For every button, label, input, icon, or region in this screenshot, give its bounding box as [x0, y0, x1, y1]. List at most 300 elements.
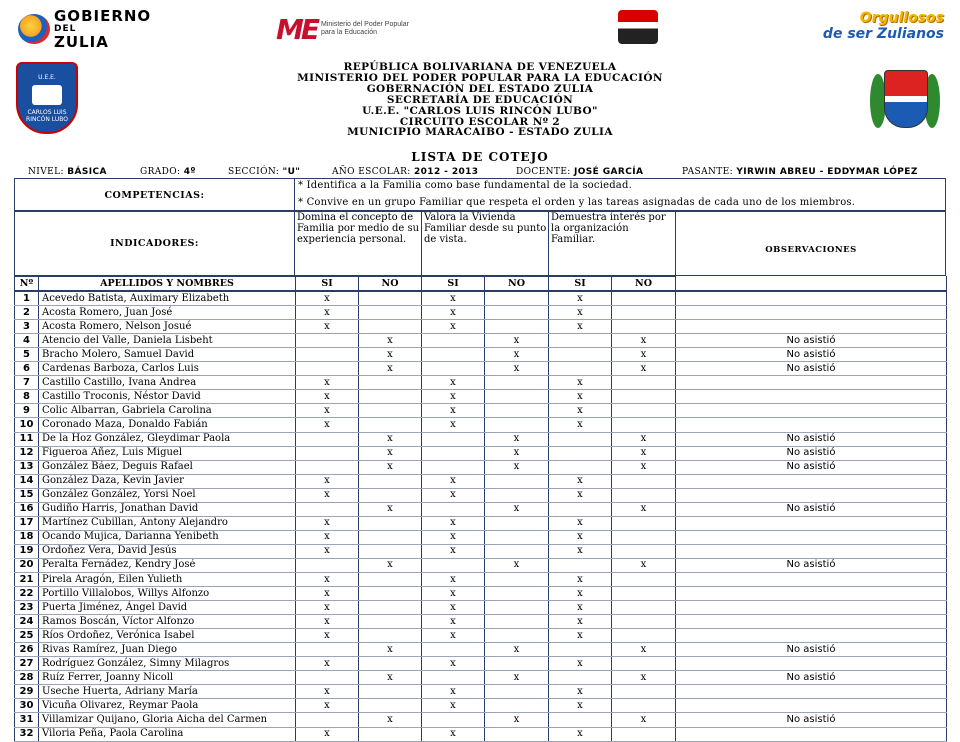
- header-line: U.E.E. "CARLOS LUIS RINCÓN LUBO": [362, 104, 598, 117]
- si-cell: x: [296, 376, 359, 390]
- no-cell: [359, 572, 422, 586]
- si-cell: [422, 558, 485, 572]
- observation-cell: [676, 699, 947, 713]
- info-value: "U": [282, 167, 301, 177]
- observation-cell: [676, 657, 947, 671]
- student-name: Peralta Fernádez, Kendry José: [39, 558, 296, 572]
- logo-text: U.E.E.: [38, 73, 56, 81]
- si-cell: x: [296, 544, 359, 558]
- flag-emblem-icon: [618, 10, 658, 44]
- no-cell: [485, 629, 549, 643]
- no-cell: x: [359, 446, 422, 460]
- info-label: SECCIÓN:: [228, 167, 280, 177]
- si-cell: x: [296, 657, 359, 671]
- logo-text: Ministerio del Poder Popular: [321, 21, 409, 28]
- si-cell: x: [296, 488, 359, 502]
- student-name: Gudiño Harris, Jonathan David: [39, 502, 296, 516]
- info-label: AÑO ESCOLAR:: [332, 167, 411, 177]
- student-name: Castillo Troconis, Néstor David: [39, 390, 296, 404]
- row-number: 12: [15, 446, 39, 460]
- si-cell: x: [422, 376, 485, 390]
- no-cell: [612, 390, 676, 404]
- observation-cell: No asistió: [676, 713, 947, 727]
- si-cell: x: [296, 572, 359, 586]
- si-cell: x: [296, 320, 359, 334]
- si-cell: x: [422, 306, 485, 320]
- si-cell: x: [422, 530, 485, 544]
- no-cell: x: [612, 362, 676, 376]
- student-name: González González, Yorsi Noel: [39, 488, 296, 502]
- observation-cell: [676, 390, 947, 404]
- si-cell: x: [549, 699, 612, 713]
- table-row: [15, 432, 947, 446]
- observation-cell: No asistió: [676, 348, 947, 362]
- row-number: 16: [15, 502, 39, 516]
- no-cell: [485, 699, 549, 713]
- si-cell: x: [296, 530, 359, 544]
- info-label: DOCENTE:: [516, 167, 571, 177]
- info-label: GRADO:: [140, 167, 181, 177]
- divider: [548, 210, 549, 276]
- no-cell: [359, 418, 422, 432]
- si-cell: x: [422, 657, 485, 671]
- no-cell: [612, 685, 676, 699]
- info-value: 4º: [183, 167, 196, 177]
- orgullosos-zulianos-logo: [823, 10, 944, 48]
- no-cell: [485, 418, 549, 432]
- competencia-item: * Convive en un grupo Familiar que respeta el orden y las tareas asignadas de cada uno de los miembros.: [298, 197, 856, 208]
- no-cell: [359, 306, 422, 320]
- table-row: [15, 699, 947, 713]
- logo-text: DEL: [54, 23, 77, 34]
- row-number: 5: [15, 348, 39, 362]
- si-cell: [549, 558, 612, 572]
- row-number: 28: [15, 671, 39, 685]
- observation-cell: No asistió: [676, 671, 947, 685]
- no-cell: [612, 418, 676, 432]
- student-name: Ramos Boscán, Víctor Alfonzo: [39, 615, 296, 629]
- no-cell: [485, 488, 549, 502]
- no-cell: [485, 404, 549, 418]
- table-row: [15, 404, 947, 418]
- table-row: [15, 685, 947, 699]
- no-cell: x: [612, 348, 676, 362]
- competencia-item: * Identifica a la Familia como base fundamental de la sociedad.: [298, 180, 632, 191]
- header-no: NO: [612, 276, 676, 291]
- si-cell: x: [549, 376, 612, 390]
- student-name: Useche Huerta, Adriany María: [39, 685, 296, 699]
- table-row: [15, 657, 947, 671]
- student-name: Ríos Ordoñez, Verónica Isabel: [39, 629, 296, 643]
- observation-cell: [676, 544, 947, 558]
- logo-text: ZULIA: [54, 32, 109, 51]
- student-name: Castillo Castillo, Ivana Andrea: [39, 376, 296, 390]
- si-cell: [549, 502, 612, 516]
- si-cell: x: [549, 572, 612, 586]
- logo-text: para la Educación: [321, 29, 378, 36]
- no-cell: x: [612, 713, 676, 727]
- ministerio-educacion-logo: [276, 10, 409, 48]
- si-cell: x: [296, 516, 359, 530]
- si-cell: [549, 446, 612, 460]
- header-line: REPÚBLICA BOLIVARIANA DE VENEZUELA: [343, 61, 617, 73]
- no-cell: x: [359, 460, 422, 474]
- student-name: Pirela Aragón, Eilen Yulieth: [39, 572, 296, 586]
- si-cell: [549, 348, 612, 362]
- no-cell: [485, 320, 549, 334]
- no-cell: [485, 657, 549, 671]
- si-cell: x: [549, 404, 612, 418]
- observation-cell: [676, 572, 947, 586]
- observation-cell: No asistió: [676, 643, 947, 657]
- si-cell: x: [549, 601, 612, 615]
- si-cell: x: [422, 685, 485, 699]
- no-cell: [485, 306, 549, 320]
- student-name: Cardenas Barboza, Carlos Luis: [39, 362, 296, 376]
- student-name: Ruíz Ferrer, Joanny Nicoll: [39, 671, 296, 685]
- no-cell: [359, 544, 422, 558]
- si-cell: x: [549, 306, 612, 320]
- si-cell: x: [296, 727, 359, 741]
- si-cell: x: [549, 530, 612, 544]
- row-number: 20: [15, 558, 39, 572]
- student-name: Viloria Peña, Paola Carolina: [39, 727, 296, 741]
- student-name: Atencio del Valle, Daniela Lisbeht: [39, 334, 296, 348]
- table-row: [15, 572, 947, 586]
- no-cell: [612, 544, 676, 558]
- row-number: 24: [15, 615, 39, 629]
- row-number: 3: [15, 320, 39, 334]
- student-name: Martínez Cubillan, Antony Alejandro: [39, 516, 296, 530]
- no-cell: [485, 685, 549, 699]
- si-cell: [296, 671, 359, 685]
- no-cell: [485, 601, 549, 615]
- si-cell: [549, 334, 612, 348]
- student-name: Ordoñez Vera, David Jesús: [39, 544, 296, 558]
- si-cell: [296, 502, 359, 516]
- header-obs-cell: [676, 276, 947, 291]
- no-cell: [612, 488, 676, 502]
- si-cell: [549, 460, 612, 474]
- info-label: PASANTE:: [682, 167, 734, 177]
- si-cell: x: [296, 615, 359, 629]
- table-row: [15, 727, 947, 741]
- si-cell: x: [422, 390, 485, 404]
- student-name: Figueroa Añez, Luis Miguel: [39, 446, 296, 460]
- observation-cell: No asistió: [676, 460, 947, 474]
- table-row: [15, 306, 947, 320]
- observation-cell: [676, 474, 947, 488]
- no-cell: x: [359, 558, 422, 572]
- no-cell: x: [612, 502, 676, 516]
- table-row: [15, 502, 947, 516]
- row-number: 25: [15, 629, 39, 643]
- header-no: NO: [485, 276, 549, 291]
- si-cell: [296, 362, 359, 376]
- no-cell: x: [485, 502, 549, 516]
- si-cell: x: [296, 685, 359, 699]
- si-cell: [296, 446, 359, 460]
- si-cell: [422, 334, 485, 348]
- table-row: [15, 615, 947, 629]
- row-number: 10: [15, 418, 39, 432]
- no-cell: x: [359, 671, 422, 685]
- si-cell: x: [296, 601, 359, 615]
- si-cell: x: [422, 418, 485, 432]
- si-cell: [296, 460, 359, 474]
- divider: [421, 210, 422, 276]
- row-number: 2: [15, 306, 39, 320]
- student-name: González Daza, Kevin Javier: [39, 474, 296, 488]
- header-line: CIRCUITO ESCOLAR Nº 2: [399, 115, 561, 128]
- header-si: SI: [296, 276, 359, 291]
- table-row: [15, 348, 947, 362]
- no-cell: [485, 516, 549, 530]
- indicadores-label: INDICADORES:: [110, 237, 199, 249]
- student-name: Bracho Molero, Samuel David: [39, 348, 296, 362]
- no-cell: [359, 727, 422, 741]
- logo-text: CARLOS LUIS RINCÓN LUBO: [26, 108, 68, 123]
- no-cell: x: [485, 643, 549, 657]
- row-number: 18: [15, 530, 39, 544]
- table-row: [15, 643, 947, 657]
- student-name: Acevedo Batista, Auximary Elizabeth: [39, 291, 296, 306]
- table-row: [15, 390, 947, 404]
- no-cell: [485, 376, 549, 390]
- no-cell: [359, 685, 422, 699]
- header-line: MUNICIPIO MARACAIBO - ESTADO ZULIA: [347, 126, 613, 139]
- row-number: 11: [15, 432, 39, 446]
- observation-cell: No asistió: [676, 446, 947, 460]
- row-number: 1: [15, 291, 39, 306]
- no-cell: [612, 516, 676, 530]
- si-cell: [296, 643, 359, 657]
- row-number: 30: [15, 699, 39, 713]
- logo-text: GOBIERNO: [54, 6, 152, 25]
- si-cell: x: [549, 390, 612, 404]
- row-number: 27: [15, 657, 39, 671]
- si-cell: x: [549, 544, 612, 558]
- no-cell: x: [612, 460, 676, 474]
- no-cell: [359, 657, 422, 671]
- table-row: [15, 291, 947, 306]
- no-cell: [612, 587, 676, 601]
- si-cell: x: [549, 727, 612, 741]
- observation-cell: [676, 587, 947, 601]
- si-cell: x: [296, 474, 359, 488]
- si-cell: x: [296, 629, 359, 643]
- row-number: 8: [15, 390, 39, 404]
- info-value: 2012 - 2013: [413, 167, 479, 177]
- si-cell: [422, 446, 485, 460]
- si-cell: [549, 671, 612, 685]
- student-name: Vicuña Olivarez, Reymar Paola: [39, 699, 296, 713]
- si-cell: [422, 502, 485, 516]
- observaciones-label: OBSERVACIONES: [765, 245, 857, 255]
- observation-cell: [676, 488, 947, 502]
- info-label: NIVEL:: [28, 167, 64, 177]
- logo-strip: [14, 6, 946, 51]
- observation-cell: [676, 615, 947, 629]
- logo-text: Orgullosos: [859, 10, 944, 26]
- si-cell: x: [296, 404, 359, 418]
- no-cell: [612, 572, 676, 586]
- si-cell: x: [422, 488, 485, 502]
- observation-cell: No asistió: [676, 502, 947, 516]
- si-cell: x: [549, 291, 612, 306]
- si-cell: [549, 643, 612, 657]
- table-row: [15, 530, 947, 544]
- no-cell: [612, 291, 676, 306]
- zulia-seal-icon: [18, 14, 50, 44]
- student-name: Acosta Romero, Juan José: [39, 306, 296, 320]
- no-cell: [485, 572, 549, 586]
- observation-cell: No asistió: [676, 432, 947, 446]
- observation-cell: No asistió: [676, 558, 947, 572]
- no-cell: [612, 474, 676, 488]
- table-row: [15, 488, 947, 502]
- si-cell: [422, 643, 485, 657]
- observation-cell: [676, 727, 947, 741]
- info-value: BÁSICA: [67, 167, 107, 177]
- si-cell: x: [549, 629, 612, 643]
- student-name: Villamizar Quijano, Gloria Aicha del Carmen: [39, 713, 296, 727]
- table-row: [15, 558, 947, 572]
- si-cell: x: [296, 390, 359, 404]
- no-cell: [485, 291, 549, 306]
- no-cell: [359, 530, 422, 544]
- row-number: 7: [15, 376, 39, 390]
- si-cell: x: [549, 474, 612, 488]
- no-cell: x: [612, 643, 676, 657]
- student-name: Colic Albarran, Gabriela Carolina: [39, 404, 296, 418]
- observation-cell: [676, 685, 947, 699]
- header-si: SI: [422, 276, 485, 291]
- no-cell: [485, 587, 549, 601]
- no-cell: [612, 376, 676, 390]
- table-row: [15, 671, 947, 685]
- no-cell: [359, 291, 422, 306]
- no-cell: [612, 699, 676, 713]
- document-title: LISTA DE COTEJO: [411, 150, 549, 164]
- checklist-table: [14, 275, 947, 742]
- competencias-label: COMPETENCIAS:: [104, 189, 205, 201]
- row-number: 15: [15, 488, 39, 502]
- table-row: [15, 320, 947, 334]
- row-number: 9: [15, 404, 39, 418]
- si-cell: x: [549, 685, 612, 699]
- no-cell: [612, 404, 676, 418]
- si-cell: x: [296, 306, 359, 320]
- si-cell: x: [422, 474, 485, 488]
- no-cell: [359, 587, 422, 601]
- student-name: Rodríguez González, Simny Milagros: [39, 657, 296, 671]
- no-cell: x: [485, 460, 549, 474]
- no-cell: x: [359, 502, 422, 516]
- row-number: 23: [15, 601, 39, 615]
- no-cell: [359, 474, 422, 488]
- table-body: [15, 276, 947, 741]
- no-cell: [612, 629, 676, 643]
- no-cell: x: [485, 713, 549, 727]
- table-row: [15, 446, 947, 460]
- no-cell: x: [359, 432, 422, 446]
- header-no: NO: [359, 276, 422, 291]
- si-cell: [549, 432, 612, 446]
- no-cell: [359, 601, 422, 615]
- no-cell: [612, 657, 676, 671]
- no-cell: [485, 530, 549, 544]
- no-cell: x: [359, 334, 422, 348]
- si-cell: [296, 558, 359, 572]
- observation-cell: [676, 306, 947, 320]
- no-cell: x: [612, 446, 676, 460]
- header-line: GOBERNACIÓN DEL ESTADO ZULIA: [366, 82, 594, 95]
- info-value: JOSÉ GARCÍA: [574, 167, 644, 177]
- si-cell: x: [296, 587, 359, 601]
- header-names: APELLIDOS Y NOMBRES: [39, 276, 296, 291]
- si-cell: x: [422, 404, 485, 418]
- no-cell: [359, 629, 422, 643]
- si-cell: [296, 348, 359, 362]
- si-cell: x: [549, 516, 612, 530]
- si-cell: x: [296, 291, 359, 306]
- row-number: 22: [15, 587, 39, 601]
- observation-cell: [676, 404, 947, 418]
- table-row: [15, 376, 947, 390]
- student-name: González Báez, Deguis Rafael: [39, 460, 296, 474]
- student-name: De la Hoz González, Gleydimar Paola: [39, 432, 296, 446]
- no-cell: [359, 390, 422, 404]
- no-cell: x: [485, 671, 549, 685]
- si-cell: [422, 432, 485, 446]
- no-cell: x: [359, 348, 422, 362]
- si-cell: x: [422, 615, 485, 629]
- row-number: 14: [15, 474, 39, 488]
- si-cell: x: [549, 657, 612, 671]
- no-cell: [612, 601, 676, 615]
- si-cell: [422, 362, 485, 376]
- si-cell: [296, 432, 359, 446]
- observation-cell: [676, 320, 947, 334]
- student-name: Coronado Maza, Donaldo Fabián: [39, 418, 296, 432]
- no-cell: [359, 488, 422, 502]
- no-cell: x: [612, 432, 676, 446]
- observation-cell: No asistió: [676, 334, 947, 348]
- si-cell: x: [422, 516, 485, 530]
- table-row: [15, 418, 947, 432]
- observation-cell: [676, 516, 947, 530]
- row-number: 32: [15, 727, 39, 741]
- si-cell: [549, 362, 612, 376]
- no-cell: [485, 615, 549, 629]
- row-number: 4: [15, 334, 39, 348]
- si-cell: x: [422, 699, 485, 713]
- no-cell: [612, 320, 676, 334]
- row-number: 21: [15, 572, 39, 586]
- header-line: SECRETARÍA DE EDUCACIÓN: [386, 93, 574, 106]
- row-number: 29: [15, 685, 39, 699]
- si-cell: x: [296, 699, 359, 713]
- si-cell: x: [422, 727, 485, 741]
- no-cell: [359, 404, 422, 418]
- no-cell: x: [612, 671, 676, 685]
- si-cell: x: [422, 629, 485, 643]
- si-cell: x: [549, 488, 612, 502]
- si-cell: [422, 460, 485, 474]
- row-number: 31: [15, 713, 39, 727]
- no-cell: [612, 530, 676, 544]
